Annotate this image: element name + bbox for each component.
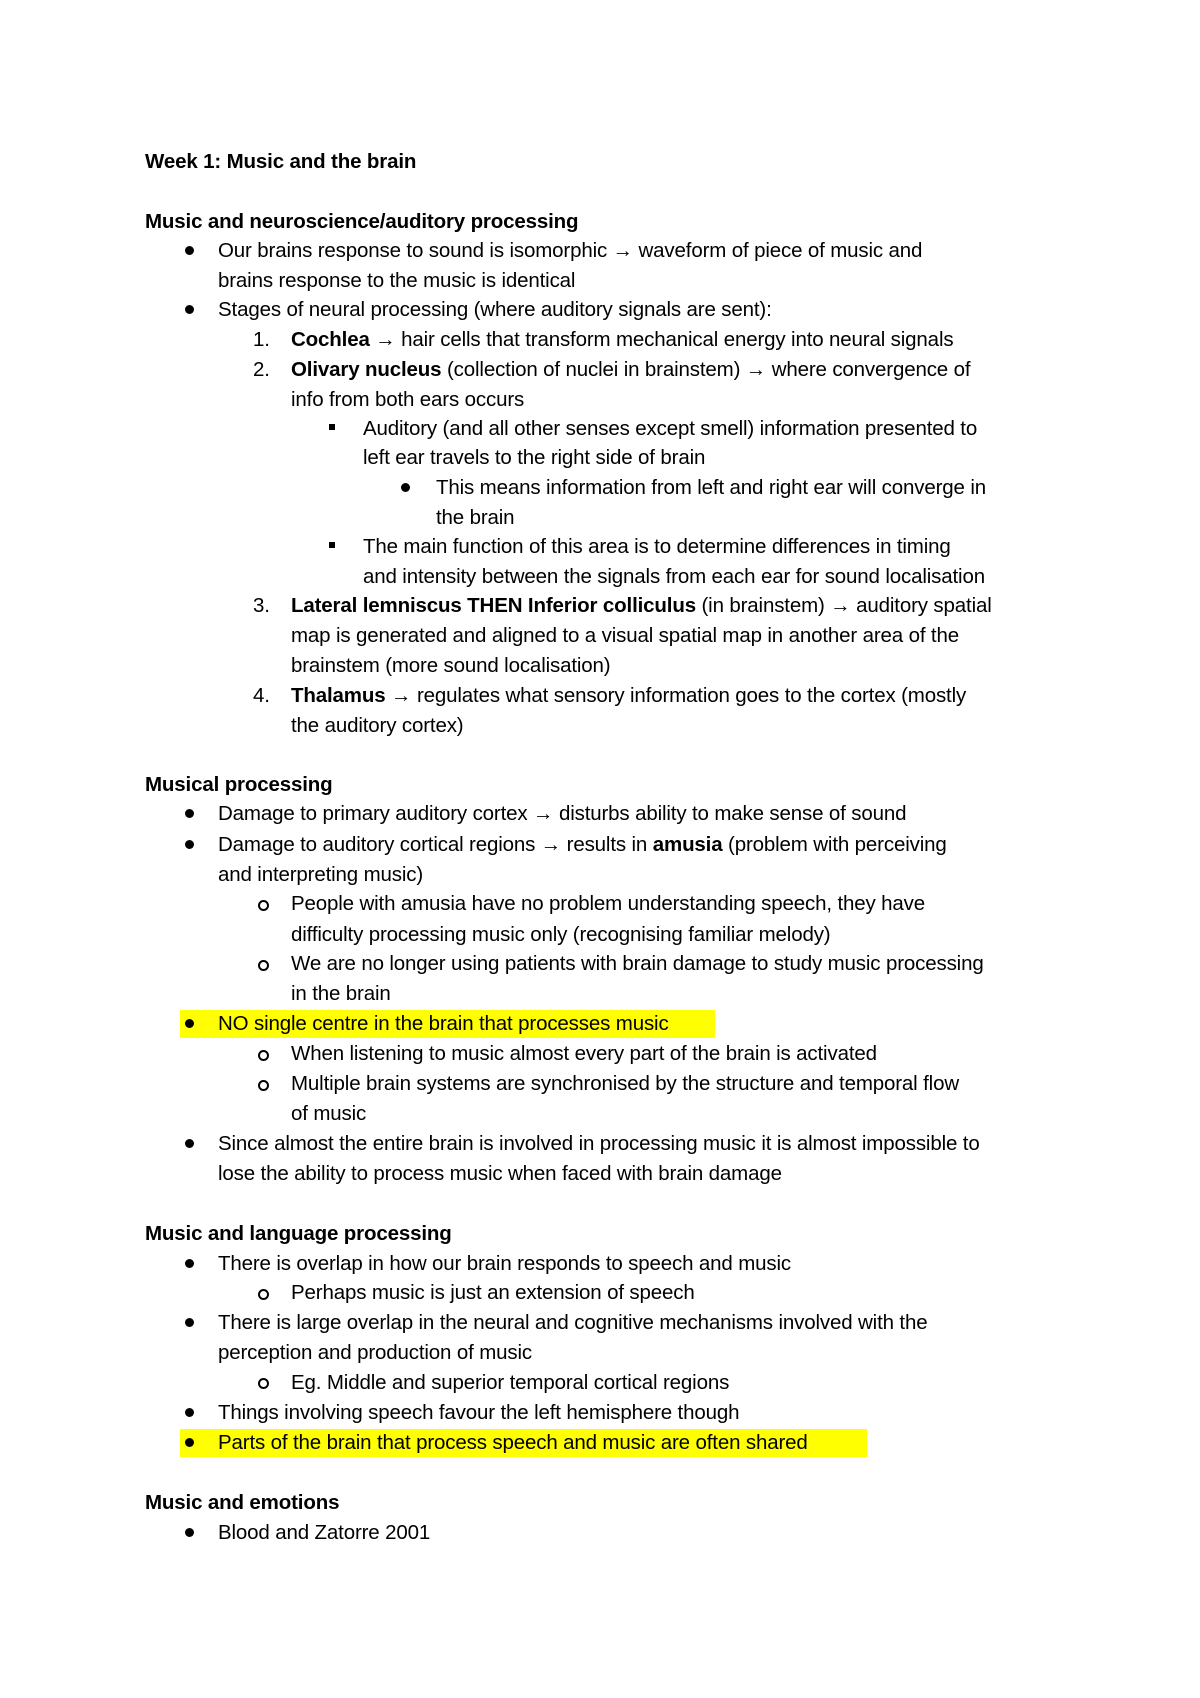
list-item: Stages of neural processing (where auditory signals are sent): [218,298,772,321]
bullet-icon [185,1318,194,1327]
list-item: Since almost the entire brain is involved in processing music it is almost impossible to [218,1132,980,1155]
list-item-continued: map is generated and aligned to a visual spatial map in another area of the [291,624,959,647]
list-number: 3. [253,594,270,617]
list-item: Damage to auditory cortical regions → results in amusia (problem with perceiving [218,833,947,856]
list-item: Things involving speech favour the left hemisphere though [218,1401,740,1424]
numbered-item-3 [253,591,992,621]
list-item-continued: in the brain [291,982,391,1005]
hollow-bullet-icon [258,1050,269,1061]
term: Cochlea [291,328,370,351]
list-item: Blood and Zatorre 2001 [218,1521,431,1544]
square-bullet-icon [329,424,335,430]
list-item: Perhaps music is just an extension of speech [291,1281,695,1304]
hollow-bullet-icon [258,1080,269,1091]
list-item-continued: and intensity between the signals from each ear for sound localisation [363,565,985,588]
definition: (in brainstem) → auditory spatial [695,594,992,617]
list-item-highlighted: Parts of the brain that process speech and music are often shared [218,1431,808,1454]
list-item-continued: brainstem (more sound localisation) [291,654,611,677]
numbered-item-4 [253,681,967,711]
definition: → hair cells that transform mechanical energy into neural signals [369,328,954,351]
list-item: There is overlap in how our brain responds to speech and music [218,1252,791,1275]
list-number: 1. [253,328,270,351]
bullet-icon [401,483,410,492]
term: amusia [652,833,723,856]
list-item-continued: perception and production of music [218,1341,532,1364]
hollow-bullet-icon [258,1289,269,1300]
definition: (collection of nuclei in brainstem) → where convergence of [441,358,971,381]
list-item-continued: of music [291,1102,367,1125]
list-item-continued: the brain [436,506,515,529]
square-bullet-icon [329,542,335,548]
list-item: Auditory (and all other senses except smell) information presented to [363,417,978,440]
hollow-bullet-icon [258,960,269,971]
list-item-continued: difficulty processing music only (recognising familiar melody) [291,923,831,946]
numbered-item-2 [253,355,971,385]
bullet-icon [185,305,194,314]
bullet-icon [185,1019,194,1028]
hollow-bullet-icon [258,900,269,911]
list-item-continued: left ear travels to the right side of brain [363,446,706,469]
numbered-item-1 [253,325,954,355]
bullet-icon [185,246,194,255]
page-title: Week 1: Music and the brain [145,150,417,173]
bullet-icon [185,1438,194,1447]
bullet-icon [185,1528,194,1537]
list-number: 2. [253,358,270,381]
list-item: There is large overlap in the neural and cognitive mechanisms involved with the [218,1311,928,1334]
term: Olivary nucleus [291,358,442,381]
list-item: When listening to music almost every part of the brain is activated [291,1042,877,1065]
list-item-continued: brains response to the music is identical [218,269,576,292]
list-item: We are no longer using patients with brain damage to study music processing [291,952,984,975]
list-item: Eg. Middle and superior temporal cortical regions [291,1371,730,1394]
section-heading: Musical processing [145,773,333,796]
bullet-icon [185,1259,194,1268]
list-item-continued: the auditory cortex) [291,714,464,737]
term: Lateral lemniscus THEN Inferior colliculus [291,594,696,617]
list-item-continued: lose the ability to process music when faced with brain damage [218,1162,782,1185]
list-item-continued: and interpreting music) [218,863,424,886]
list-item: People with amusia have no problem understanding speech, they have [291,892,925,915]
section-heading: Music and emotions [145,1491,340,1514]
term: Thalamus [291,684,386,707]
bullet-icon [185,809,194,818]
section-heading: Music and language processing [145,1222,452,1245]
hollow-bullet-icon [258,1378,269,1389]
bullet-icon [185,1139,194,1148]
list-number: 4. [253,684,270,707]
list-item: Multiple brain systems are synchronised by the structure and temporal flow [291,1072,959,1095]
section-heading: Music and neuroscience/auditory processing [145,210,579,233]
list-item-continued: info from both ears occurs [291,388,525,411]
definition: → regulates what sensory information goes to the cortex (mostly [385,684,967,707]
list-item: This means information from left and right ear will converge in [436,476,986,499]
bullet-icon [185,840,194,849]
list-item-highlighted: NO single centre in the brain that processes music [218,1012,669,1035]
bullet-icon [185,1408,194,1417]
list-item: Our brains response to sound is isomorphic → waveform of piece of music and [218,239,923,262]
list-item: The main function of this area is to determine differences in timing [363,535,951,558]
list-item: Damage to primary auditory cortex → disturbs ability to make sense of sound [218,802,907,825]
